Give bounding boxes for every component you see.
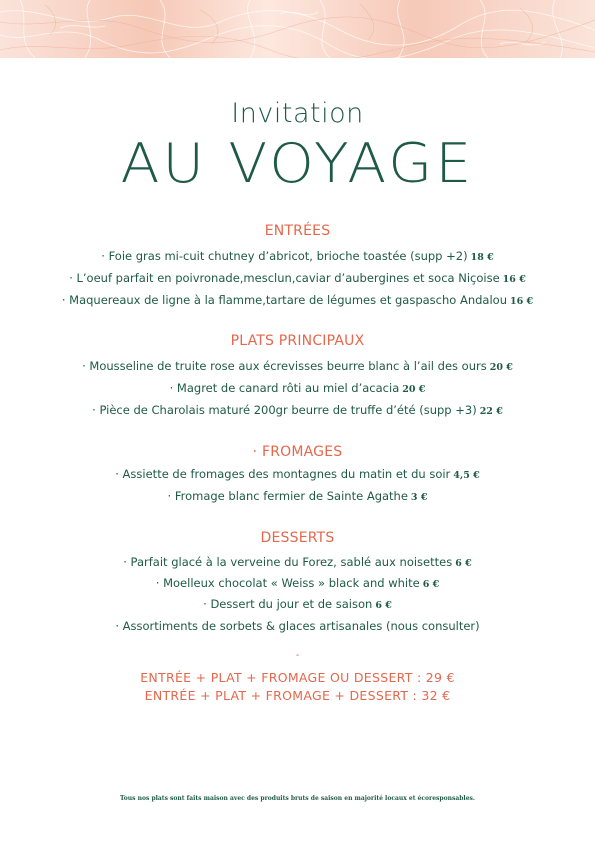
title-au-voyage: AU VOYAGE [120, 132, 475, 195]
decorative-map-banner [0, 0, 595, 58]
menu-item-text: · Assortiments de sorbets & glaces artisanales (nous consulter) [115, 619, 480, 633]
menu-item [0, 555, 595, 569]
menu-item-price: 22 € [479, 406, 503, 417]
menu-item-text: · Mousseline de truite rose aux écrevisses beurre blanc à l’ail des ours [82, 359, 487, 373]
menu-item-price: 6 € [422, 579, 440, 590]
title-invitation: Invitation [231, 98, 364, 129]
menu-item [0, 249, 595, 263]
menu-item-text: · Foie gras mi-cuit chutney d’abricot, brioche toastée (supp +2) [101, 249, 468, 263]
formula-line-1: ENTRÉE + PLAT + FROMAGE OU DESSERT : 29 € [140, 670, 455, 685]
section-title-desserts: DESSERTS [260, 530, 335, 546]
section-title-plats: PLATS PRINCIPAUX [230, 333, 365, 349]
menu-item-price: 16 € [502, 274, 526, 285]
section-title-fromages: · FROMAGES [252, 444, 343, 460]
footer-note: Tous nos plats sont faits maison avec des produits bruts de saison en majorité locaux et écoresponsables. [120, 795, 475, 802]
menu-item-price: 6 € [375, 600, 392, 611]
menu-item-price: 3 € [410, 492, 428, 503]
menu-item-text: · Fromage blanc fermier de Sainte Agathe [167, 489, 408, 503]
menu-item-price: 16 € [510, 296, 534, 307]
formula-separator: - [295, 650, 300, 661]
menu-item-text: · Dessert du jour et de saison [203, 597, 373, 611]
menu-item-price: 6 € [455, 558, 472, 569]
menu-item [0, 403, 595, 417]
formula-line-2: ENTRÉE + PLAT + FROMAGE + DESSERT : 32 € [144, 688, 451, 703]
menu-item-price: 4,5 € [453, 470, 480, 481]
menu-item-text: · Assiette de fromages des montagnes du matin et du soir [115, 467, 451, 481]
menu-item-text: · Magret de canard rôti au miel d’acacia [169, 381, 400, 395]
menu-item [0, 359, 595, 373]
menu-item [0, 271, 595, 285]
menu-item-text: · Moelleux chocolat « Weiss » black and white [155, 576, 420, 590]
menu-item [0, 576, 595, 590]
menu-item [0, 467, 595, 481]
menu-item-price: 20 € [402, 384, 426, 395]
menu-item-text: · Maquereaux de ligne à la flamme,tartare de légumes et gaspascho Andalou [61, 293, 508, 307]
menu-item [0, 293, 595, 307]
menu-item-text: · L’oeuf parfait en poivronade,mesclun,caviar d’aubergines et soca Niçoise [69, 271, 500, 285]
map-pattern-icon [0, 0, 595, 58]
menu-item-price: 20 € [489, 362, 513, 373]
menu-item [0, 597, 595, 611]
menu-item [0, 489, 595, 503]
menu-item [0, 381, 595, 395]
menu-item [0, 619, 595, 633]
menu-item-price: 18 € [470, 252, 494, 263]
menu-item-text: · Parfait glacé à la verveine du Forez, sablé aux noisettes [123, 555, 453, 569]
section-title-entrees: ENTRÉES [264, 223, 331, 239]
menu-item-text: · Pièce de Charolais maturé 200gr beurre de truffe d’été (supp +3) [92, 403, 477, 417]
